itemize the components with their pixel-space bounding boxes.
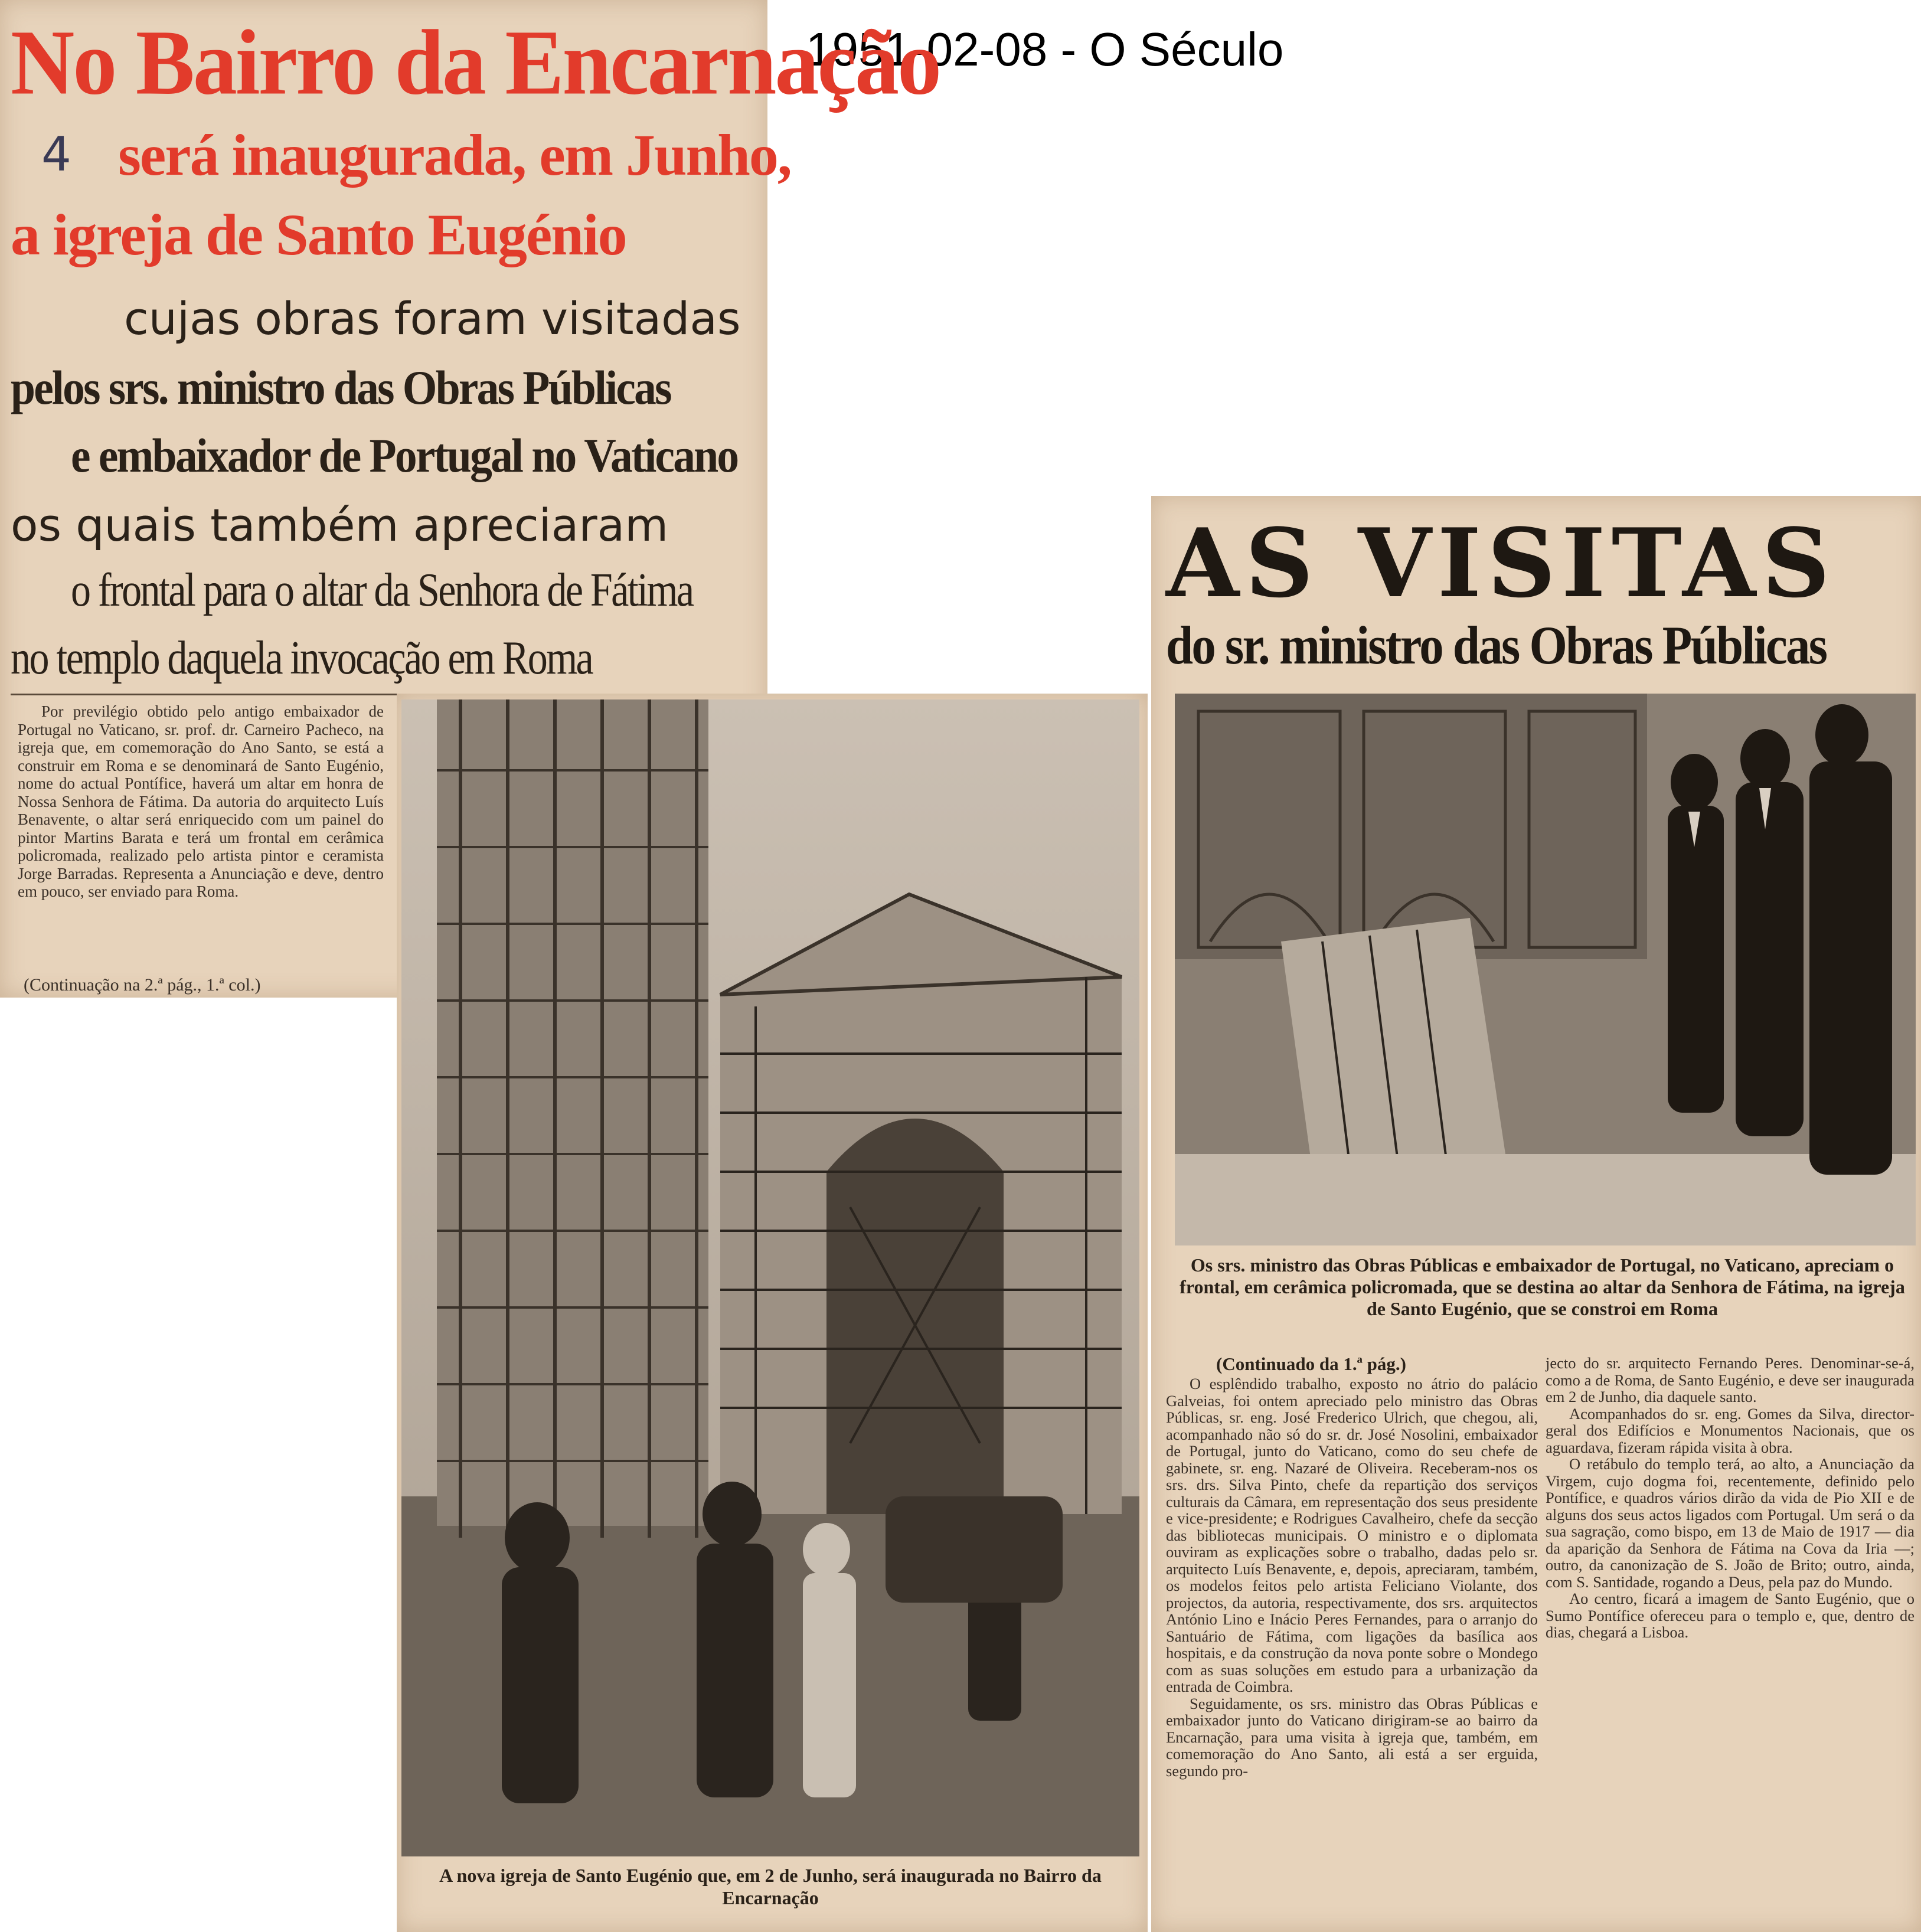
ministers-visit-photo	[1175, 694, 1916, 1245]
clip1-body-paragraph: Por previlégio obtido pelo antigo embaixador de Portugal no Vaticano, sr. prof. dr. Carneiro Pacheco, na igreja que, em comemoração do Ano Santo, se está a construir em Roma e se denominará de Santo Eugénio, nome do actual Pontífice, haverá um altar em honra de Nossa Senhora de Fátima. Da autoria do arquitecto Luís Benavente, o altar será enriquecido com um painel do pintor Martins Barata e terá um frontal em cerâmica policromada, realizado pelo artista pintor e ceramista Jorge Barradas. Representa a Anunciação e deve, dentro em pouco, ser enviado para Roma.	[18, 702, 384, 900]
clip1-deck-line-2: pelos srs. ministro das Obras Públicas	[11, 361, 671, 414]
clip1-body-text	[18, 702, 384, 901]
clip1-headline: No Bairro da Encarnação	[11, 11, 940, 115]
clip3-col2-paragraph-1: jecto do sr. arquitecto Fernando Peres. Denominar-se-á, como a de Roma, de Santo Eugénio, e deve ser inaugurada em 2 de Junho, dia daquele santo.	[1546, 1354, 1915, 1405]
ministers-photo-caption: Os srs. ministro das Obras Públicas e embaixador de Portugal, no Vaticano, apreciam o frontal, em cerâmica policromada, que se destina ao altar da Senhora de Fátima, na igreja de Santo Eugénio, que se constroi em Roma	[1180, 1254, 1905, 1319]
clip3-headline: AS VISITAS	[1166, 508, 1836, 619]
clip3-col1-paragraph-2: Seguidamente, os srs. ministro das Obras Públicas e embaixador junto do Vaticano dirigiram-se ao bairro da Encarnação, para uma visita à igreja que, também, em comemoração do Ano Santo, ali está a ser erguida, segundo pro-	[1166, 1694, 1538, 1780]
clip1-margin-mark: 4	[41, 127, 71, 182]
clip1-subheadline-2: a igreja de Santo Eugénio	[11, 202, 626, 267]
clip1-deck-line-5: o frontal para o altar da Senhora de Fátima	[71, 564, 693, 616]
clip3-col2-paragraph-4: Ao centro, ficará a imagem de Santo Eugénio, que o Sumo Pontífice ofereceu para o templo e, que, dentro de dias, chegará a Lisboa.	[1546, 1590, 1915, 1641]
clip3-col1-paragraph-1: O esplêndido trabalho, exposto no átrio do palácio Galveias, foi ontem apreciado pelo ministro das Obras Públicas, sr. eng. José Frederico Ulrich, que chegou, ali, acompanhado não só do sr. dr. José Nosolini, embaixador de Portugal, junto do Vaticano, como do seu chefe de gabinete, sr. eng. Nazaré de Oliveira. Receberam-nos os srs. drs. Silva Pinto, chefe da repartição dos serviços culturais da Câmara, em representação dos seus presidente e vice-presidente; e Rodrigues Cavalheiro, chefe da secção das bibliotecas municipais. O ministro e o diplomata ouviram as explicações sobre o trabalho, dadas pelo sr. arquitecto Luís Benavente, e, depois, apreciaram, também, os modelos feitos pelo artista Feliciano Violante, dos projectos, da autoria, respectivamente, dos srs. arquitectos António Lino e Inácio Peres Fernandes, para o arranjo do Santuário de Fátima, com ligações da basílica aos hospitais, e da construção da nova ponte sobre o Mondego com as suas soluções em estudo para a urbanização da entrada de Coimbra.	[1166, 1375, 1538, 1695]
church-construction-photo	[401, 699, 1139, 1856]
date-label: 1951-02-08 - O Século	[806, 23, 1284, 76]
clip3-col2-paragraph-2: Acompanhados do sr. eng. Gomes da Silva, director-geral dos Edifícios e Monumentos Nacionais, que os aguardava, fizeram rápida visita à obra.	[1546, 1404, 1915, 1456]
clip1-deck-line-4: os quais também apreciaram	[11, 499, 669, 551]
clip1-subheadline-1: será inaugurada, em Junho,	[118, 122, 791, 188]
clip1-continuation-note: (Continuação na 2.ª pág., 1.ª col.)	[24, 975, 261, 995]
clip3-continued-note: (Continuado da 1.ª pág.)	[1216, 1354, 1406, 1374]
church-photo-caption: A nova igreja de Santo Eugénio que, em 2 de Junho, será inaugurada no Bairro da Encarnação	[439, 1865, 1102, 1908]
clip3-subheadline: do sr. ministro das Obras Públicas	[1166, 615, 1827, 675]
clip1-deck-line-1: cujas obras foram visitadas	[124, 292, 741, 345]
clip3-column-1	[1166, 1375, 1538, 1779]
clip3-col2-paragraph-3: O retábulo do templo terá, ao alto, a Anunciação da Virgem, cujo dogma foi, recentemente, definido pelo Pontífice, e quadros vários dirão da vida de Pio XII e de alguns dos seus actos ligados com Portugal. Um será o da sua sagração, como bispo, em 13 de Maio de 1917 — dia da aparição da Senhora de Fátima na Cova da Iria —; outro, da canonização de S. João de Brito; outro, ainda, com S. Santidade, rogando a Deus, pela paz do Mundo.	[1546, 1455, 1915, 1591]
clip3-column-2	[1546, 1355, 1915, 1641]
clip1-deck-line-6: no templo daquela invocação em Roma	[11, 632, 593, 684]
clip1-deck-line-3: e embaixador de Portugal no Vaticano	[71, 429, 738, 482]
